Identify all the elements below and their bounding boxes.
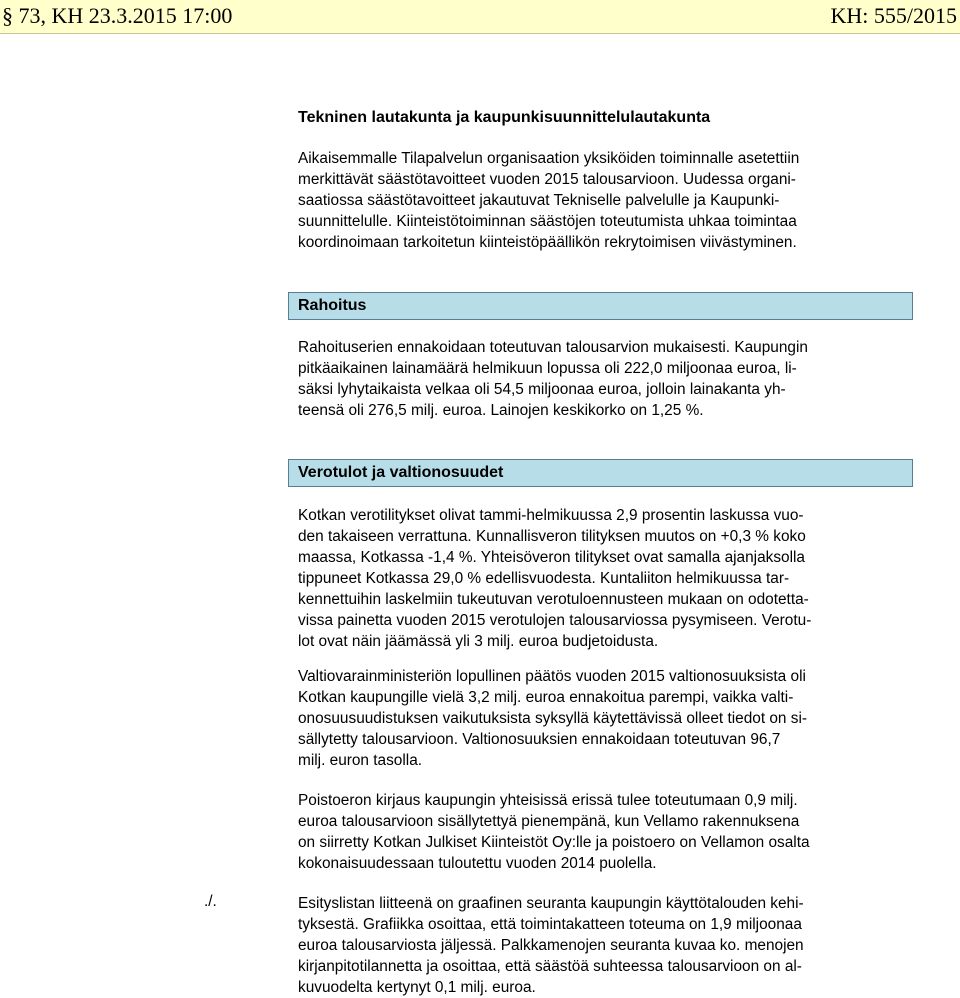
text-line: Rahoituserien ennakoidaan toteutuvan talousarvion mukaisesti. Kaupungin (298, 339, 808, 356)
text-line: lot ovat näin jäämässä yli 3 milj. euroa budjetoidusta. (298, 633, 659, 650)
text-line: sällytetty talousarvioon. Valtionosuuksien ennakoidaan toteutuvan 96,7 (298, 731, 781, 748)
text-line: Poistoeron kirjaus kaupungin yhteisissä erissä tulee toteutumaan 0,9 milj. (298, 792, 798, 809)
text-line: pitkäaikainen lainamäärä helmikuun lopussa oli 222,0 miljoonaa euroa, li- (298, 360, 797, 377)
text-line: onosuusuudistuksen vaikutuksista syksyllä käytettävissä olleet tiedot on si- (298, 710, 808, 727)
attachment-marker: ./. (204, 893, 217, 910)
text-line: euroa talousarviosta jäljessä. Palkkamenojen seuranta kuvaa ko. menojen (298, 937, 804, 954)
text-line: Kotkan verotilitykset olivat tammi-helmikuussa 2,9 prosentin laskussa vuo- (298, 507, 804, 524)
verotulot-heading (288, 459, 913, 487)
attachment-paragraph (298, 893, 908, 998)
text-line: suunnittelulle. Kiinteistötoiminnan säästöjen toteutumista uhkaa toimintaa (298, 213, 797, 230)
text-line: kirjanpitotilannetta ja osoittaa, että säästöä suhteessa talousarvioon on al- (298, 958, 802, 975)
text-line: on siirretty Kotkan Julkiset Kiinteistöt Oy:lle ja poistoero on Vellamon osalta (298, 834, 810, 851)
text-line: maassa, Kotkassa -1,4 %. Yhteisöveron tilitykset ovat samalla ajanjaksolla (298, 549, 805, 566)
rahoitus-paragraph (298, 337, 908, 421)
text-line: koordinoimaan tarkoitetun kiinteistöpäällikön rekrytoimisen viivästyminen. (298, 234, 797, 251)
verotulot-heading-label: Verotulot ja valtionosuudet (298, 464, 504, 481)
text-line: Valtiovarainministeriön lopullinen päätös vuoden 2015 valtionosuuksista oli (298, 668, 806, 685)
intro-paragraph (298, 148, 908, 253)
text-line: tyksestä. Grafiikka osoittaa, että toimintakatteen toteuma on 1,9 miljoonaa (298, 916, 802, 933)
section-reference: § 73, KH 23.3.2015 17:00 (2, 3, 233, 28)
rahoitus-heading-label: Rahoitus (298, 297, 367, 314)
text-line: kuvuodelta kertynyt 0,1 milj. euroa. (298, 979, 536, 996)
text-line: Esityslistan liitteenä on graafinen seuranta kaupungin käyttötalouden kehi- (298, 895, 804, 912)
verotulot-paragraph-1 (298, 505, 908, 652)
text-line: merkittävät säästötavoitteet vuoden 2015 talousarvioon. Uudessa organi- (298, 171, 796, 188)
text-line: kennettuihin laskelmiin tukeutuvan verotuloennusteen mukaan on odotetta- (298, 591, 809, 608)
text-line: säksi lyhytaikaista velkaa oli 54,5 miljoonaa euroa, jolloin lainakanta yh- (298, 381, 786, 398)
verotulot-paragraph-3 (298, 790, 908, 874)
text-line: milj. euron tasolla. (298, 752, 423, 769)
text-line: den takaiseen verrattuna. Kunnallisveron tilityksen muutos on +0,3 % koko (298, 528, 806, 545)
rahoitus-heading (288, 292, 913, 320)
text-line: euroa talousarvioon sisällytettyä pienempänä, kun Vellamo rakennuksena (298, 813, 800, 830)
text-line: vissa painetta vuoden 2015 verotulojen talousarviossa pysymiseen. Verotu- (298, 612, 812, 629)
document-number: KH: 555/2015 (830, 3, 957, 28)
section-title: Tekninen lautakunta ja kaupunkisuunnittelulautakunta (298, 109, 711, 126)
text-line: tippuneet Kotkassa 29,0 % edellisvuodesta. Kuntaliiton helmikuussa tar- (298, 570, 790, 587)
text-line: teensä oli 276,5 milj. euroa. Lainojen keskikorko on 1,25 %. (298, 402, 704, 419)
text-line: saatiossa säästötavoitteet jakautuvat Tekniselle palvelulle ja Kaupunki- (298, 192, 780, 209)
text-line: kokonaisuudessaan tuloutettu vuoden 2014 puolella. (298, 855, 657, 872)
text-line: Aikaisemmalle Tilapalvelun organisaation yksiköiden toiminnalle asetettiin (298, 150, 800, 167)
text-line: Kotkan kaupungille vielä 3,2 milj. euroa ennakoitua parempi, vaikka valti- (298, 689, 794, 706)
document-header (0, 0, 960, 34)
verotulot-paragraph-2 (298, 666, 908, 771)
